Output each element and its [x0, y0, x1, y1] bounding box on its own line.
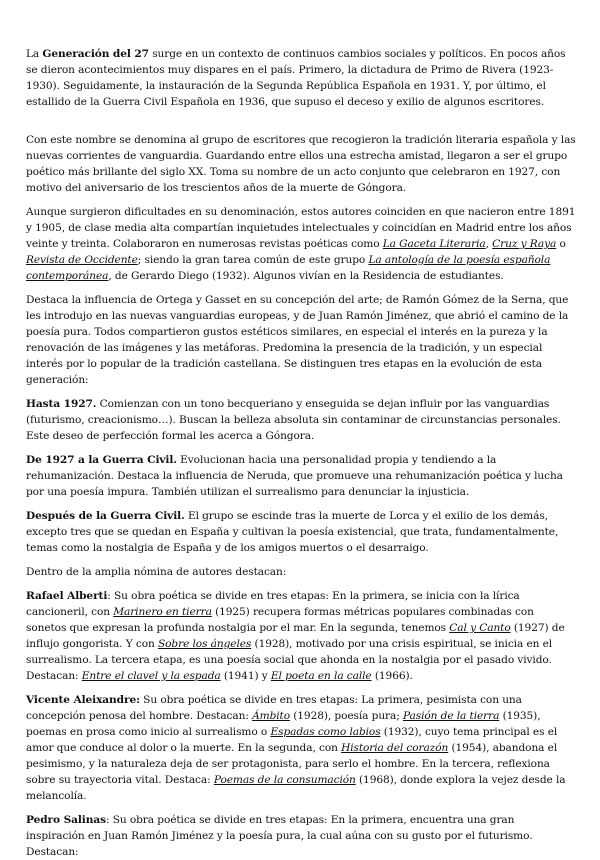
work-title-link[interactable]: Cal y Canto [449, 622, 511, 634]
work-title-link[interactable]: Marinero en tierra [113, 606, 212, 618]
bold-term: Generación del 27 [42, 48, 149, 60]
text-run: ; siendo la gran tarea común de este grupo [137, 254, 369, 266]
text-run: Con este nombre se denomina al grupo de escritores que recogieron la tradición literaria española y las nuevas corrientes de vanguardia. Guardando entre ellos una estrecha amistad, llegaron a ser el grupo poético más brillante del siglo XX. Toma su nombre de un acto conjunto que celebraron en 1927, con motivo del aniversario de los trescientos años de la muerte de Góngora. [26, 134, 576, 194]
work-title-link[interactable]: El poeta en la calle [270, 670, 372, 682]
text-run: surge en un contexto de continuos cambios sociales y políticos. En pocos años se dieron acontecimientos muy dispares en el país. Primero, la dictadura de Primo de Rivera (1923-1930). Seguidamente, la instauración de la Segunda República Española en 1931. Y, por último, el estallido de la Guerra Civil Española en 1936, que supuso el deceso y exilio de algunos escritores. [26, 48, 566, 108]
text-run: o [556, 238, 566, 250]
work-title-link[interactable]: Pasión de la tierra [402, 710, 500, 722]
paragraph-members [26, 204, 576, 284]
text-run: Comienzan con un tono becqueriano y enseguida se dejan influir por las vanguardias (futurismo, creacionismo…). Buscan la belleza absoluta sin contaminar de circunstancias personales. Este deseo de perfección formal les acerca a Góngora. [26, 398, 561, 442]
work-title-link[interactable]: La Gaceta Literaria [382, 238, 486, 250]
text-run: (1925) recupera formas métricas populares combinadas con sonetos que expresan la profunda nostalgia por el mar. En la segunda, tenemos [26, 606, 534, 634]
text-run: : Su obra poética se divide en tres etapas: En la primera, se inicia con la lírica cancioneril, con [26, 590, 520, 618]
text-run: Destaca la influencia de Ortega y Gasset en su concepción del arte; de Ramón Gómez de la Serna, que les introdujo en las nuevas vanguardias europeas, y de Juan Ramón Jiménez, que abrió el camino de la poesía pura. Todos compartieron gustos estéticos similares, en especial el interés en la pureza y la renovación de las imágenes y las metáforas. Predomina la presencia de la tradición, y un especial interés por lo popular de la tradición castellana. Se distinguen tres etapas en la evolución de esta generación: [26, 294, 569, 386]
bold-term: De 1927 a la Guerra Civil. [26, 454, 177, 466]
text-run: (1928), poesía pura; [289, 710, 403, 722]
bold-term: Después de la Guerra Civil. [26, 510, 185, 522]
work-title-link[interactable]: Revista de Occidente [26, 254, 138, 266]
text-run: (1954), abandona el pesimismo, y la naturaleza deja de ser protagonista, para serlo el hombre. En la tercera, reflexiona sobre su trayectoria vital. Destaca: [26, 742, 558, 786]
text-run: (1935), poemas en prosa como inicio al surrealismo o [26, 710, 541, 738]
text-run: (1968), donde explora la vejez desde la melancolía. [26, 774, 566, 802]
text-run: (1928), motivado por una crisis espiritual, se inicia en el surrealismo. La tercera etapa, es una poesía social que ahonda en la nostalgia por el pasado vivido. Destacan: [26, 638, 553, 682]
text-run: , de Gerardo Diego (1932). Algunos vivían en la Residencia de estudiantes. [108, 270, 504, 282]
paragraph-stage-3 [26, 508, 576, 556]
paragraph-name-origin [26, 132, 576, 196]
text-run: Dentro de la amplia nómina de autores destacan: [26, 566, 287, 578]
work-title-link[interactable]: Cruz y Raya [492, 238, 557, 250]
paragraph-alberti [26, 588, 576, 684]
text-run: (1932), cuyo tema principal es el amor que conduce al dolor o la muerte. En la segunda, con [26, 726, 558, 754]
work-title-link[interactable]: Espadas como labios [270, 726, 381, 738]
text-run: Aunque surgieron dificultades en su denominación, estos autores coinciden en que nacieron entre 1891 y 1905, de clase media alta compartían inquietudes intelectuales y coincidían en Madrid entre los años veinte y treinta. Colaboraron en numerosas revistas poéticas como [26, 206, 576, 250]
text-run: (1927) de influjo gongorista. Y con [26, 622, 565, 650]
paragraph-stage-2 [26, 452, 576, 500]
bold-term: Rafael Alberti [26, 590, 108, 602]
paragraph-authors-intro [26, 564, 576, 580]
bold-term: Hasta 1927. [26, 398, 97, 410]
work-title-link[interactable]: Poemas de la consumación [213, 774, 356, 786]
work-title-link[interactable]: Entre el clavel y la espada [81, 670, 221, 682]
text-run: Evolucionan hacia una personalidad propia y tendiendo a la rehumanización. Destaca la influencia de Neruda, que promueve una rehumanización poética y lucha por una poesía impura. También utilizan el surrealismo para denunciar la injusticia. [26, 454, 563, 498]
paragraph-aleixandre [26, 692, 576, 804]
paragraph-salinas [26, 812, 576, 860]
work-title-link[interactable]: Sobre los ángeles [157, 638, 252, 650]
text-run: : Su obra poética se divide en tres etapas: En la primera, encuentra una gran inspiración en Juan Ramón Jiménez y la poesía pura, la cual aúna con su gusto por el futurismo. Destacan: [26, 814, 533, 858]
text-run: (1941) y [220, 670, 271, 682]
bold-term: Vicente Aleixandre: [26, 694, 140, 706]
text-run: Su obra poética se divide en tres etapas: La primera, pesimista con una concepción penosa del hombre. Destacan: [26, 694, 522, 722]
work-title-link[interactable]: Historia del corazón [341, 742, 449, 754]
text-run: , [485, 238, 493, 250]
text-run: (1966). [371, 670, 413, 682]
paragraph-influences [26, 292, 576, 388]
work-title-link[interactable]: La antología de la poesía española contemporánea [26, 254, 551, 282]
work-title-link[interactable]: Ámbito [252, 710, 290, 722]
paragraph-intro [26, 46, 576, 110]
paragraph-stage-1 [26, 396, 576, 444]
text-run: El grupo se escinde tras la muerte de Lorca y el exilio de los demás, excepto tres que se quedan en España y cultivan la poesía existencial, que trata, fundamentalmente, temas como la nostalgia de España y de los amigos muertos o el desarraigo. [26, 510, 559, 554]
text-run: La [26, 48, 43, 60]
bold-term: Pedro Salinas [26, 814, 106, 826]
